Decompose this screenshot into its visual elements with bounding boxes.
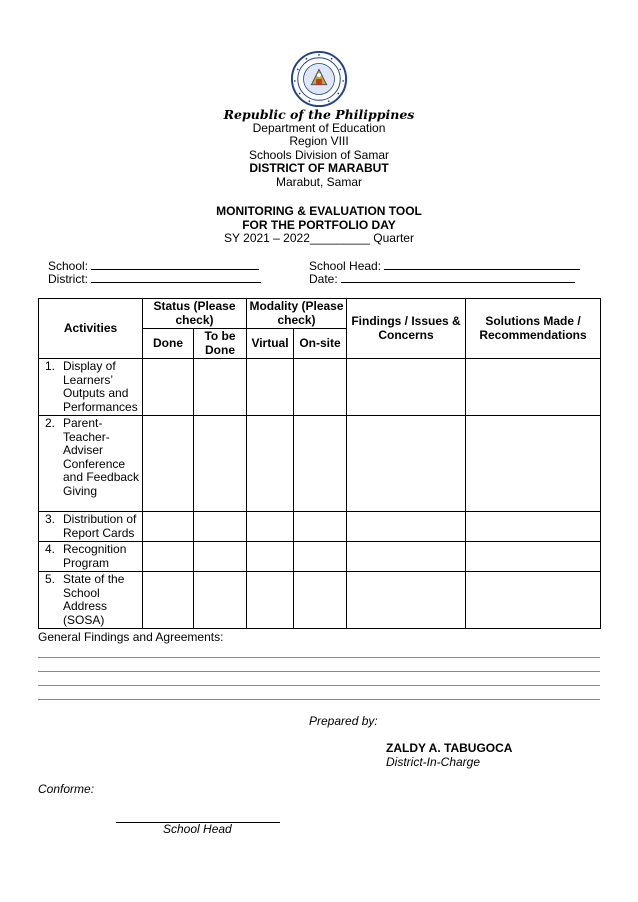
findings-cell[interactable] bbox=[347, 512, 466, 542]
quarter-blank[interactable]: _________ bbox=[309, 231, 370, 246]
to-be-done-cell[interactable] bbox=[194, 512, 247, 542]
school-label: School: bbox=[48, 259, 89, 273]
virtual-cell[interactable] bbox=[247, 512, 294, 542]
date-input-line[interactable] bbox=[341, 272, 575, 283]
tool-title-line2: FOR THE PORTFOLIO DAY bbox=[242, 217, 396, 232]
done-header: Done bbox=[143, 329, 194, 359]
virtual-cell[interactable] bbox=[247, 542, 294, 572]
findings-line[interactable] bbox=[38, 671, 600, 672]
activity-text: Display of Learners’ Outputs and Performances bbox=[63, 359, 138, 414]
school-year-line bbox=[0, 232, 638, 246]
activities-header: Activities bbox=[39, 299, 143, 359]
findings-line[interactable] bbox=[38, 657, 600, 658]
activity-number: 1. bbox=[45, 359, 56, 373]
solutions-cell[interactable] bbox=[466, 416, 601, 512]
activity-cell bbox=[39, 359, 143, 416]
findings-line[interactable] bbox=[38, 699, 600, 700]
letterhead bbox=[0, 108, 638, 190]
school-head-caption: School Head bbox=[163, 822, 232, 836]
school-year-text: SY 2021 – 2022 bbox=[224, 231, 310, 246]
activity-number: 5. bbox=[45, 572, 56, 586]
activity-number: 2. bbox=[45, 416, 56, 430]
monitoring-table bbox=[38, 298, 601, 629]
school-head-label: School Head: bbox=[309, 259, 382, 273]
conforme-label: Conforme: bbox=[38, 782, 95, 796]
onsite-cell[interactable] bbox=[294, 359, 347, 416]
table-row bbox=[39, 572, 601, 629]
to-be-done-header: To be Done bbox=[194, 329, 247, 359]
to-be-done-cell[interactable] bbox=[194, 359, 247, 416]
onsite-cell[interactable] bbox=[294, 542, 347, 572]
prepared-by-label: Prepared by: bbox=[309, 714, 378, 728]
preparer-name: ZALDY A. TABUGOCA bbox=[386, 741, 513, 755]
findings-cell[interactable] bbox=[347, 572, 466, 629]
activity-cell bbox=[39, 572, 143, 629]
school-head-field bbox=[309, 259, 580, 273]
preparer-title: District-In-Charge bbox=[386, 755, 481, 769]
findings-cell[interactable] bbox=[347, 359, 466, 416]
solutions-cell[interactable] bbox=[466, 542, 601, 572]
division-line: Schools Division of Samar bbox=[248, 147, 390, 162]
activity-cell bbox=[39, 416, 143, 512]
findings-header: Findings / Issues & Concerns bbox=[347, 299, 466, 359]
activity-cell bbox=[39, 512, 143, 542]
modality-header: Modality (Please check) bbox=[247, 299, 347, 329]
table-row bbox=[39, 416, 601, 512]
done-cell[interactable] bbox=[143, 542, 194, 572]
district-line: DISTRICT OF MARABUT bbox=[249, 161, 389, 176]
onsite-cell[interactable] bbox=[294, 512, 347, 542]
done-cell[interactable] bbox=[143, 359, 194, 416]
date-label: Date: bbox=[309, 272, 338, 286]
general-findings-label: General Findings and Agreements: bbox=[38, 630, 224, 644]
school-head-input-line[interactable] bbox=[384, 259, 580, 270]
date-field bbox=[309, 272, 575, 286]
findings-cell[interactable] bbox=[347, 416, 466, 512]
solutions-cell[interactable] bbox=[466, 572, 601, 629]
tool-title bbox=[0, 205, 638, 246]
activity-number: 4. bbox=[45, 542, 56, 556]
virtual-cell[interactable] bbox=[247, 572, 294, 629]
done-cell[interactable] bbox=[143, 416, 194, 512]
district-input-line[interactable] bbox=[91, 272, 261, 283]
virtual-cell[interactable] bbox=[247, 416, 294, 512]
activity-text: Parent-Teacher-Adviser Conference and Feedback Giving bbox=[63, 416, 140, 498]
onsite-cell[interactable] bbox=[294, 416, 347, 512]
activity-text: Distribution of Report Cards bbox=[63, 512, 137, 540]
findings-line[interactable] bbox=[38, 685, 600, 686]
district-field bbox=[48, 272, 261, 286]
findings-cell[interactable] bbox=[347, 542, 466, 572]
to-be-done-cell[interactable] bbox=[194, 416, 247, 512]
department-line: Department of Education bbox=[252, 120, 386, 135]
to-be-done-cell[interactable] bbox=[194, 542, 247, 572]
tool-title-line1: MONITORING & EVALUATION TOOL bbox=[216, 204, 422, 218]
virtual-cell[interactable] bbox=[247, 359, 294, 416]
to-be-done-cell[interactable] bbox=[194, 572, 247, 629]
table-row bbox=[39, 542, 601, 572]
status-header: Status (Please check) bbox=[143, 299, 247, 329]
activity-text: State of the School Address (SOSA) bbox=[63, 572, 125, 627]
solutions-cell[interactable] bbox=[466, 359, 601, 416]
district-label: District: bbox=[48, 272, 88, 286]
onsite-header: On-site bbox=[294, 329, 347, 359]
table-row bbox=[39, 512, 601, 542]
done-cell[interactable] bbox=[143, 512, 194, 542]
activity-text: Recognition Program bbox=[63, 542, 127, 570]
done-cell[interactable] bbox=[143, 572, 194, 629]
deped-seal-icon bbox=[290, 50, 348, 108]
activity-number: 3. bbox=[45, 512, 56, 526]
location-line: Marabut, Samar bbox=[275, 174, 363, 189]
solutions-cell[interactable] bbox=[466, 512, 601, 542]
solutions-header: Solutions Made / Recommendations bbox=[466, 299, 601, 359]
republic-line: Republic of the Philippines bbox=[223, 107, 415, 122]
activity-cell bbox=[39, 542, 143, 572]
school-input-line[interactable] bbox=[91, 259, 259, 270]
region-line: Region VIII bbox=[289, 134, 349, 149]
onsite-cell[interactable] bbox=[294, 572, 347, 629]
virtual-header: Virtual bbox=[247, 329, 294, 359]
table-row bbox=[39, 359, 601, 416]
school-field bbox=[48, 259, 259, 273]
quarter-label: Quarter bbox=[369, 231, 414, 246]
